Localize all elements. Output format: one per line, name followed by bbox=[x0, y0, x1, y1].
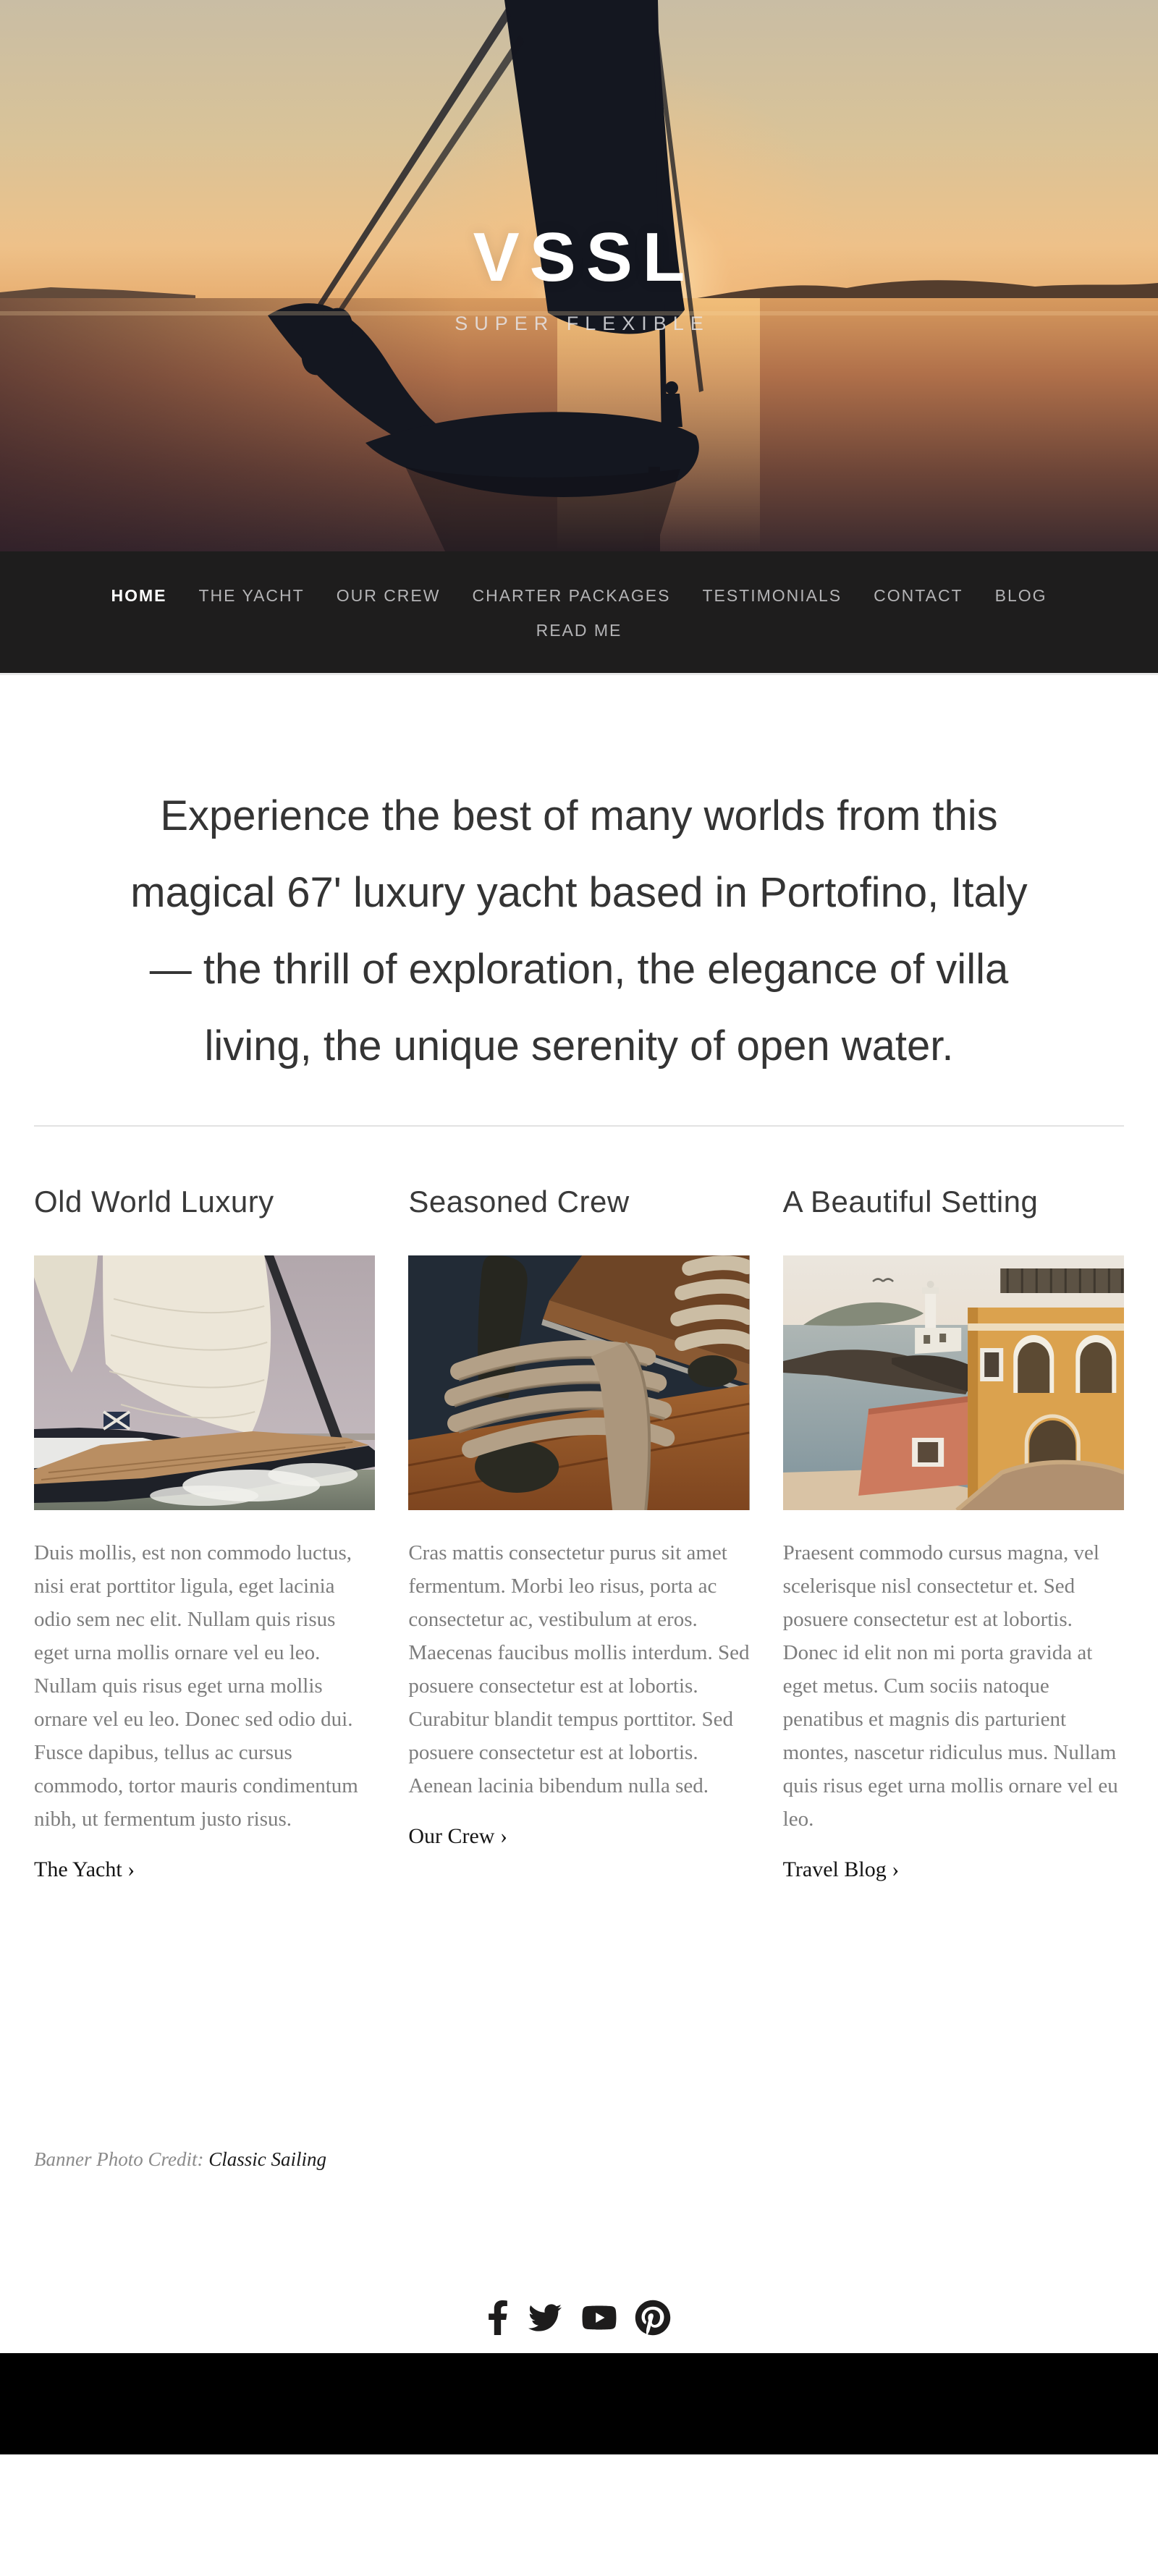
nav-row-primary bbox=[0, 585, 1158, 606]
site-branding bbox=[0, 219, 1158, 335]
column-heading: Seasoned Crew bbox=[408, 1185, 630, 1219]
the-yacht-link[interactable]: The Yacht › bbox=[34, 1857, 135, 1881]
column-body: Cras mattis consectetur purus sit amet fermentum. Morbi leo risus, porta ac consectetur ac, vestibulum at eros. Maecenas faucibus mollis interdum. Sed posuere consectetur est at lobortis. Curabitur blandit tempus porttitor. Sed posuere consectetur est at lobortis. Aenean lacinia bibendum nulla sed. bbox=[408, 1541, 750, 1797]
nav-item-our-crew[interactable]: OUR CREW bbox=[336, 585, 441, 605]
feature-columns bbox=[34, 1185, 1124, 1882]
social-links bbox=[0, 2298, 1158, 2337]
nav-item-home[interactable]: HOME bbox=[111, 585, 167, 605]
nav-item-contact[interactable]: CONTACT bbox=[874, 585, 963, 605]
our-crew-link[interactable]: Our Crew › bbox=[408, 1824, 507, 1848]
column-beautiful-setting bbox=[783, 1185, 1124, 1882]
nav-item-charter-packages[interactable]: CHARTER PACKAGES bbox=[472, 585, 671, 605]
hero-banner bbox=[0, 0, 1158, 551]
intro-paragraph: Experience the best of many worlds from this magical 67' luxury yacht based in Portofino, Italy — the thrill of exploration, the elegance of villa living, the unique serenity of open water. bbox=[130, 792, 1028, 1069]
coastal-village-image bbox=[783, 1255, 1124, 1510]
column-heading: Old World Luxury bbox=[34, 1185, 274, 1219]
nav-item-the-yacht[interactable]: THE YACHT bbox=[198, 585, 305, 605]
column-old-world-luxury bbox=[34, 1185, 375, 1882]
credit-label: Banner Photo Credit: bbox=[34, 2148, 209, 2170]
twitter-icon[interactable] bbox=[526, 2301, 564, 2334]
intro-section bbox=[0, 675, 1158, 1085]
nav-row-secondary bbox=[0, 619, 1158, 641]
section-divider bbox=[34, 1125, 1124, 1127]
sailing-yacht-image bbox=[34, 1255, 375, 1510]
column-body: Duis mollis, est non commodo luctus, nisi erat porttitor ligula, eget lacinia odio sem nec elit. Nullam quis risus eget urna mollis ornare vel eu leo. Nullam quis risus eget urna mollis ornare vel eu leo. Donec sed odio dui. Fusce dapibus, tellus ac cursus commodo, tortor mauris condimentum nibh, ut fermentum justo risus. bbox=[34, 1541, 358, 1831]
pinterest-icon[interactable] bbox=[635, 2300, 671, 2336]
page-content bbox=[0, 675, 1158, 2337]
main-navigation bbox=[0, 551, 1158, 675]
page-footer bbox=[0, 2353, 1158, 2454]
youtube-icon[interactable] bbox=[581, 2302, 617, 2334]
nav-item-read-me[interactable]: READ ME bbox=[536, 620, 622, 640]
site-tagline: SUPER FLEXIBLE bbox=[455, 313, 710, 334]
banner-photo-credit bbox=[34, 2148, 1158, 2171]
nav-item-testimonials[interactable]: TESTIMONIALS bbox=[702, 585, 842, 605]
facebook-icon[interactable] bbox=[487, 2300, 509, 2335]
nav-item-blog[interactable]: BLOG bbox=[994, 585, 1047, 605]
column-heading: A Beautiful Setting bbox=[782, 1185, 1039, 1219]
travel-blog-link[interactable]: Travel Blog › bbox=[782, 1857, 900, 1881]
credit-link[interactable]: Classic Sailing bbox=[208, 2148, 326, 2170]
rope-knot-image bbox=[408, 1255, 749, 1510]
column-seasoned-crew bbox=[408, 1185, 749, 1882]
column-body: Praesent commodo cursus magna, vel scelerisque nisl consectetur et. Sed posuere consectetur est at lobortis. Donec id elit non mi porta gravida at eget metus. Cum sociis natoque penatibus et magnis dis parturient montes, nascetur ridiculus mus. Nullam quis risus eget urna mollis ornare vel eu leo. bbox=[782, 1541, 1118, 1831]
site-title: VSSL bbox=[473, 219, 696, 296]
